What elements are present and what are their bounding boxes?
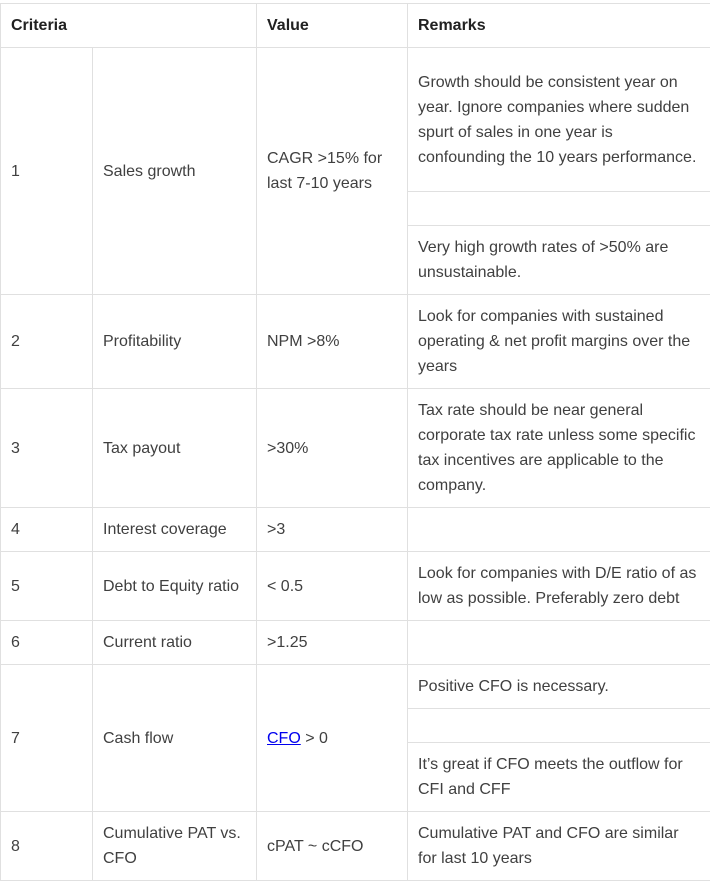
header-row bbox=[1, 4, 710, 48]
value-cell: cPAT ~ cCFO bbox=[257, 812, 408, 881]
row-number: 3 bbox=[1, 389, 93, 508]
remark-cell: Positive CFO is necessary. bbox=[408, 665, 710, 709]
row-number: 4 bbox=[1, 508, 93, 552]
table-row-6 bbox=[1, 621, 710, 665]
remark-cell: Very high growth rates of >50% are unsustainable. bbox=[408, 226, 710, 295]
col-header-remarks: Remarks bbox=[408, 4, 710, 48]
stock-criteria-table bbox=[0, 3, 710, 881]
criteria-cell: Interest coverage bbox=[93, 508, 257, 552]
value-cell: >30% bbox=[257, 389, 408, 508]
remark-cell: It’s great if CFO meets the outflow for CFI and CFF bbox=[408, 743, 710, 812]
table-row-3 bbox=[1, 389, 710, 508]
remark-cell: Look for companies with D/E ratio of as low as possible. Preferably zero debt bbox=[408, 552, 710, 621]
remark-cell: Look for companies with sustained operating & net profit margins over the years bbox=[408, 295, 710, 389]
value-cell: >3 bbox=[257, 508, 408, 552]
criteria-cell: Tax payout bbox=[93, 389, 257, 508]
col-header-value: Value bbox=[257, 4, 408, 48]
remark-cell: Tax rate should be near general corporate tax rate unless some specific tax incentives are applicable to the company. bbox=[408, 389, 710, 508]
table-row-2 bbox=[1, 295, 710, 389]
row-number: 2 bbox=[1, 295, 93, 389]
value-cell bbox=[257, 665, 408, 812]
criteria-cell: Sales growth bbox=[93, 48, 257, 295]
remark-cell: Cumulative PAT and CFO are similar for last 10 years bbox=[408, 812, 710, 881]
table-row-7 bbox=[1, 665, 710, 709]
remark-spacer-cell bbox=[408, 192, 710, 226]
remark-cell: Growth should be consistent year on year. Ignore companies where sudden spurt of sales in one year is confounding the 10 years performance. bbox=[408, 48, 710, 192]
value-cell: >1.25 bbox=[257, 621, 408, 665]
value-cell: < 0.5 bbox=[257, 552, 408, 621]
criteria-cell: Debt to Equity ratio bbox=[93, 552, 257, 621]
row-number: 1 bbox=[1, 48, 93, 295]
row-number: 6 bbox=[1, 621, 93, 665]
value-cell: CAGR >15% for last 7-10 years bbox=[257, 48, 408, 295]
value-cell-text: > 0 bbox=[301, 730, 328, 747]
table-row-1 bbox=[1, 48, 710, 192]
table-row-8 bbox=[1, 812, 710, 881]
table-row-5 bbox=[1, 552, 710, 621]
row-number: 7 bbox=[1, 665, 93, 812]
criteria-cell: Cumulative PAT vs. CFO bbox=[93, 812, 257, 881]
criteria-cell: Current ratio bbox=[93, 621, 257, 665]
value-cell: NPM >8% bbox=[257, 295, 408, 389]
criteria-cell: Cash flow bbox=[93, 665, 257, 812]
col-header-criteria: Criteria bbox=[1, 4, 257, 48]
cfo-link[interactable]: CFO bbox=[267, 730, 301, 747]
row-number: 8 bbox=[1, 812, 93, 881]
remark-cell-empty bbox=[408, 621, 710, 665]
row-number: 5 bbox=[1, 552, 93, 621]
table-row-4 bbox=[1, 508, 710, 552]
remark-spacer-cell bbox=[408, 709, 710, 743]
criteria-cell: Profitability bbox=[93, 295, 257, 389]
remark-cell-empty bbox=[408, 508, 710, 552]
